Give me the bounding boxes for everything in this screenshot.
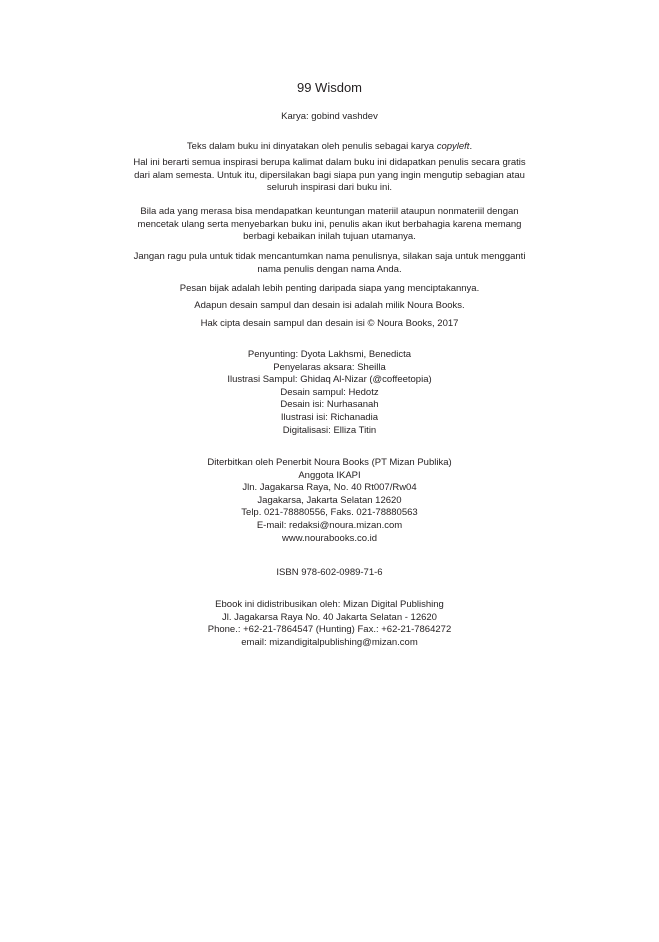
author-line — [80, 110, 579, 123]
credit-line: Digitalisasi: Elliza Titin — [282, 424, 377, 436]
distributor-email: email: mizandigitalpublishing@mizan.com — [241, 636, 418, 648]
copyleft-statement-text — [80, 141, 579, 154]
credit-line: Ilustrasi Sampul: Ghidaq Al-Nizar (@coffeetopia) — [227, 374, 432, 386]
publisher-website: www.nourabooks.co.id — [281, 532, 378, 544]
paragraph-line: Adapun desain sampul dan desain isi adalah milik Noura Books. — [194, 300, 465, 311]
paragraph-line: Hal ini berarti semua inspirasi berupa kalimat dalam buku ini didapatkan penulis secara gratis — [133, 157, 526, 168]
copyleft-suffix: . — [469, 141, 473, 152]
publisher-info — [80, 457, 579, 545]
paragraph-line: Pesan bijak adalah lebih penting daripada siapa yang menciptakannya. — [179, 283, 480, 294]
publisher-email: E-mail: redaksi@noura.mizan.com — [256, 519, 403, 531]
design-ownership-note — [80, 300, 579, 313]
wisdom-message — [80, 283, 579, 296]
copyleft-statement — [80, 141, 579, 154]
design-copyright-note — [80, 318, 579, 331]
paragraph-line: nama penulis dengan nama Anda. — [257, 263, 402, 275]
publisher-line: Anggota IKAPI — [298, 469, 361, 481]
publisher-line: Diterbitkan oleh Penerbit Noura Books (PT Mizan Publika) — [207, 457, 452, 468]
copyleft-term: copyleft — [436, 141, 470, 152]
copyleft-prefix: Teks dalam buku ini dinyatakan oleh penulis sebagai karya — [186, 141, 437, 152]
paragraph-line: Hak cipta desain sampul dan desain isi © Noura Books, 2017 — [200, 318, 459, 329]
paragraph-line: dari alam semesta. Untuk itu, dipersilakan bagi siapa pun yang ingin mengutip sebagian atau — [134, 169, 525, 181]
distributor-info — [80, 599, 579, 649]
distributor-line: Ebook ini didistribusikan oleh: Mizan Digital Publishing — [215, 599, 444, 610]
author-text: Karya: gobind vashdev — [281, 111, 378, 122]
credit-line: Penyelaras aksara: Sheilla — [273, 361, 386, 373]
publisher-line: Jagakarsa, Jakarta Selatan 12620 — [257, 494, 402, 506]
publisher-line: Jln. Jagakarsa Raya, No. 40 Rt007/Rw04 — [242, 482, 417, 494]
paragraph-line: Jangan ragu pula untuk tidak mencantumkan nama penulisnya, silakan saja untuk mengganti — [133, 251, 526, 262]
paragraph-line: mencetak ulang serta menyebarkan buku ini, penulis akan ikut berbahagia karena memang — [137, 218, 522, 230]
reprint-paragraph — [80, 206, 579, 244]
inspiration-paragraph — [80, 157, 579, 195]
isbn-info — [80, 567, 579, 580]
credit-line: Ilustrasi isi: Richanadia — [280, 411, 379, 423]
distributor-line: Phone.: +62-21-7864547 (Hunting) Fax.: +62-21-7864272 — [207, 624, 452, 636]
paragraph-line: berbagi kebaikan inilah tujuan utamanya. — [243, 231, 416, 242]
credit-line: Desain isi: Nurhasanah — [280, 399, 379, 411]
credit-line: Desain sampul: Hedotz — [280, 386, 379, 398]
isbn-text: ISBN 978-602-0989-71-6 — [276, 567, 383, 578]
credit-line: Penyunting: Dyota Lakhsmi, Benedicta — [247, 349, 412, 360]
book-title — [80, 80, 579, 96]
distributor-line: Jl. Jagakarsa Raya No. 40 Jakarta Selatan - 12620 — [222, 611, 437, 623]
attribution-paragraph — [80, 251, 579, 276]
book-title-text: 99 Wisdom — [296, 80, 363, 95]
credits-list — [80, 349, 579, 437]
paragraph-line: Bila ada yang merasa bisa mendapatkan keuntungan materiil ataupun nonmateriil dengan — [140, 206, 519, 217]
publisher-line: Telp. 021-78880556, Faks. 021-78880563 — [241, 507, 418, 519]
paragraph-line: seluruh inspirasi dari buku ini. — [266, 182, 393, 193]
